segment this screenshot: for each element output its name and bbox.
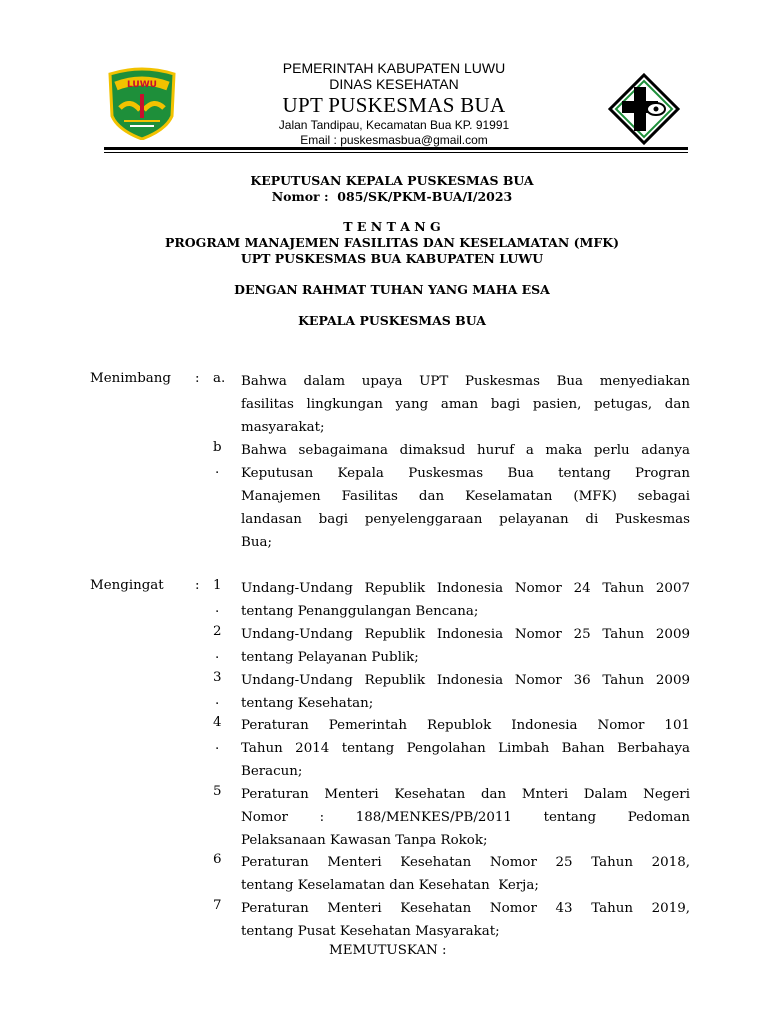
about-heading: T E N T A N G bbox=[343, 219, 441, 234]
item-line: Undang-Undang Republik Indonesia Nomor 36 Tahun 2009 bbox=[241, 673, 690, 688]
item-marker-dot: . bbox=[215, 601, 220, 616]
unit-name: UPT PUSKESMAS BUA bbox=[282, 93, 506, 117]
item-marker: a. bbox=[213, 371, 226, 386]
item-line: Beracun; bbox=[241, 764, 303, 779]
emblem-label: LUWU bbox=[127, 80, 157, 90]
item-line: fasilitas lingkungan yang aman bagi pasien, petugas, dan bbox=[241, 397, 690, 412]
decree-title bbox=[90, 173, 694, 205]
item-line: Keputusan Kepala Puskesmas Bua tentang Progran bbox=[241, 466, 690, 481]
program-unit: UPT PUSKESMAS BUA KABUPATEN LUWU bbox=[240, 251, 544, 266]
issuer: KEPALA PUSKESMAS BUA bbox=[298, 313, 486, 328]
address: Jalan Tandipau, Kecamatan Bua KP. 91991 bbox=[278, 118, 510, 132]
decree-subject bbox=[90, 219, 694, 267]
list-item bbox=[241, 577, 690, 623]
department-name: DINAS KESEHATAN bbox=[329, 76, 459, 92]
item-line: Peraturan Menteri Kesehatan Nomor 25 Tahun 2018, bbox=[241, 855, 690, 870]
item-line: Bua; bbox=[241, 535, 272, 550]
decree-name: KEPUTUSAN KEPALA PUSKESMAS BUA bbox=[250, 173, 534, 188]
item-line: masyarakat; bbox=[241, 420, 325, 435]
item-line: tentang Keselamatan dan Kesehatan Kerja; bbox=[241, 878, 539, 893]
item-line: tentang Penanggulangan Bencana; bbox=[241, 604, 479, 619]
item-line: Bahwa sebagaimana dimaksud huruf a maka perlu adanya bbox=[241, 443, 690, 458]
item-line: Peraturan Pemerintah Republok Indonesia Nomor 101 bbox=[241, 718, 690, 733]
luwu-emblem-icon bbox=[106, 66, 178, 140]
decision-heading: MEMUTUSKAN : bbox=[329, 943, 447, 958]
email: Email : puskesmasbua@gmail.com bbox=[300, 133, 488, 147]
list-item bbox=[241, 623, 690, 669]
government-name: PEMERINTAH KABUPATEN LUWU bbox=[282, 60, 506, 76]
item-line: Nomor : 188/MENKES/PB/2011 tentang Pedoman bbox=[241, 810, 690, 825]
letterhead-rule-thin bbox=[104, 152, 688, 153]
item-marker: 4 bbox=[213, 715, 222, 730]
item-line: Bahwa dalam upaya UPT Puskesmas Bua menyediakan bbox=[241, 374, 690, 389]
list-item bbox=[241, 783, 690, 852]
list-item bbox=[241, 897, 690, 943]
item-line: tentang Pelayanan Publik; bbox=[241, 650, 419, 665]
item-marker-dot: . bbox=[215, 462, 220, 477]
item-line: tentang Kesehatan; bbox=[241, 696, 374, 711]
item-line: Undang-Undang Republik Indonesia Nomor 25 Tahun 2009 bbox=[241, 627, 690, 642]
item-marker: 2 bbox=[213, 624, 222, 639]
item-line: landasan bagi penyelenggaraan pelayanan di Puskesmas bbox=[241, 512, 690, 527]
list-item bbox=[241, 851, 690, 897]
mengingat-label: Mengingat bbox=[90, 578, 164, 593]
item-line: Pelaksanaan Kawasan Tanpa Rokok; bbox=[241, 833, 488, 848]
item-line: Undang-Undang Republik Indonesia Nomor 24 Tahun 2007 bbox=[241, 581, 690, 596]
item-marker: 5 bbox=[213, 784, 222, 799]
program-name: PROGRAM MANAJEMEN FASILITAS DAN KESELAMATAN (MFK) bbox=[164, 235, 620, 250]
blessing: DENGAN RAHMAT TUHAN YANG MAHA ESA bbox=[234, 282, 550, 297]
letterhead-rule-thick bbox=[104, 147, 688, 150]
item-marker: 3 bbox=[213, 670, 222, 685]
item-line: Manajemen Fasilitas dan Keselamatan (MFK) sebagai bbox=[241, 489, 690, 504]
item-marker: 7 bbox=[213, 898, 222, 913]
item-marker-dot: . bbox=[215, 738, 220, 753]
item-marker: 1 bbox=[213, 578, 222, 593]
item-line: Tahun 2014 tentang Pengolahan Limbah Bahan Berbahaya bbox=[241, 741, 690, 756]
item-line: Peraturan Menteri Kesehatan dan Mnteri Dalam Negeri bbox=[241, 787, 690, 802]
item-marker-dot: . bbox=[215, 693, 220, 708]
item-line: tentang Pusat Kesehatan Masyarakat; bbox=[241, 924, 500, 939]
menimbang-label: Menimbang bbox=[90, 371, 171, 386]
menimbang-colon: : bbox=[195, 371, 200, 386]
puskesmas-logo-icon bbox=[608, 73, 680, 145]
list-item bbox=[241, 439, 690, 554]
list-item bbox=[241, 669, 690, 715]
mengingat-colon: : bbox=[195, 578, 200, 593]
list-item bbox=[241, 714, 690, 783]
item-marker-dot: . bbox=[215, 647, 220, 662]
item-line: Peraturan Menteri Kesehatan Nomor 43 Tahun 2019, bbox=[241, 901, 690, 916]
letterhead bbox=[200, 60, 588, 148]
item-marker: 6 bbox=[213, 852, 222, 867]
item-marker: b bbox=[213, 440, 222, 455]
list-item bbox=[241, 370, 690, 439]
decree-number: Nomor : 085/SK/PKM-BUA/I/2023 bbox=[271, 189, 513, 204]
